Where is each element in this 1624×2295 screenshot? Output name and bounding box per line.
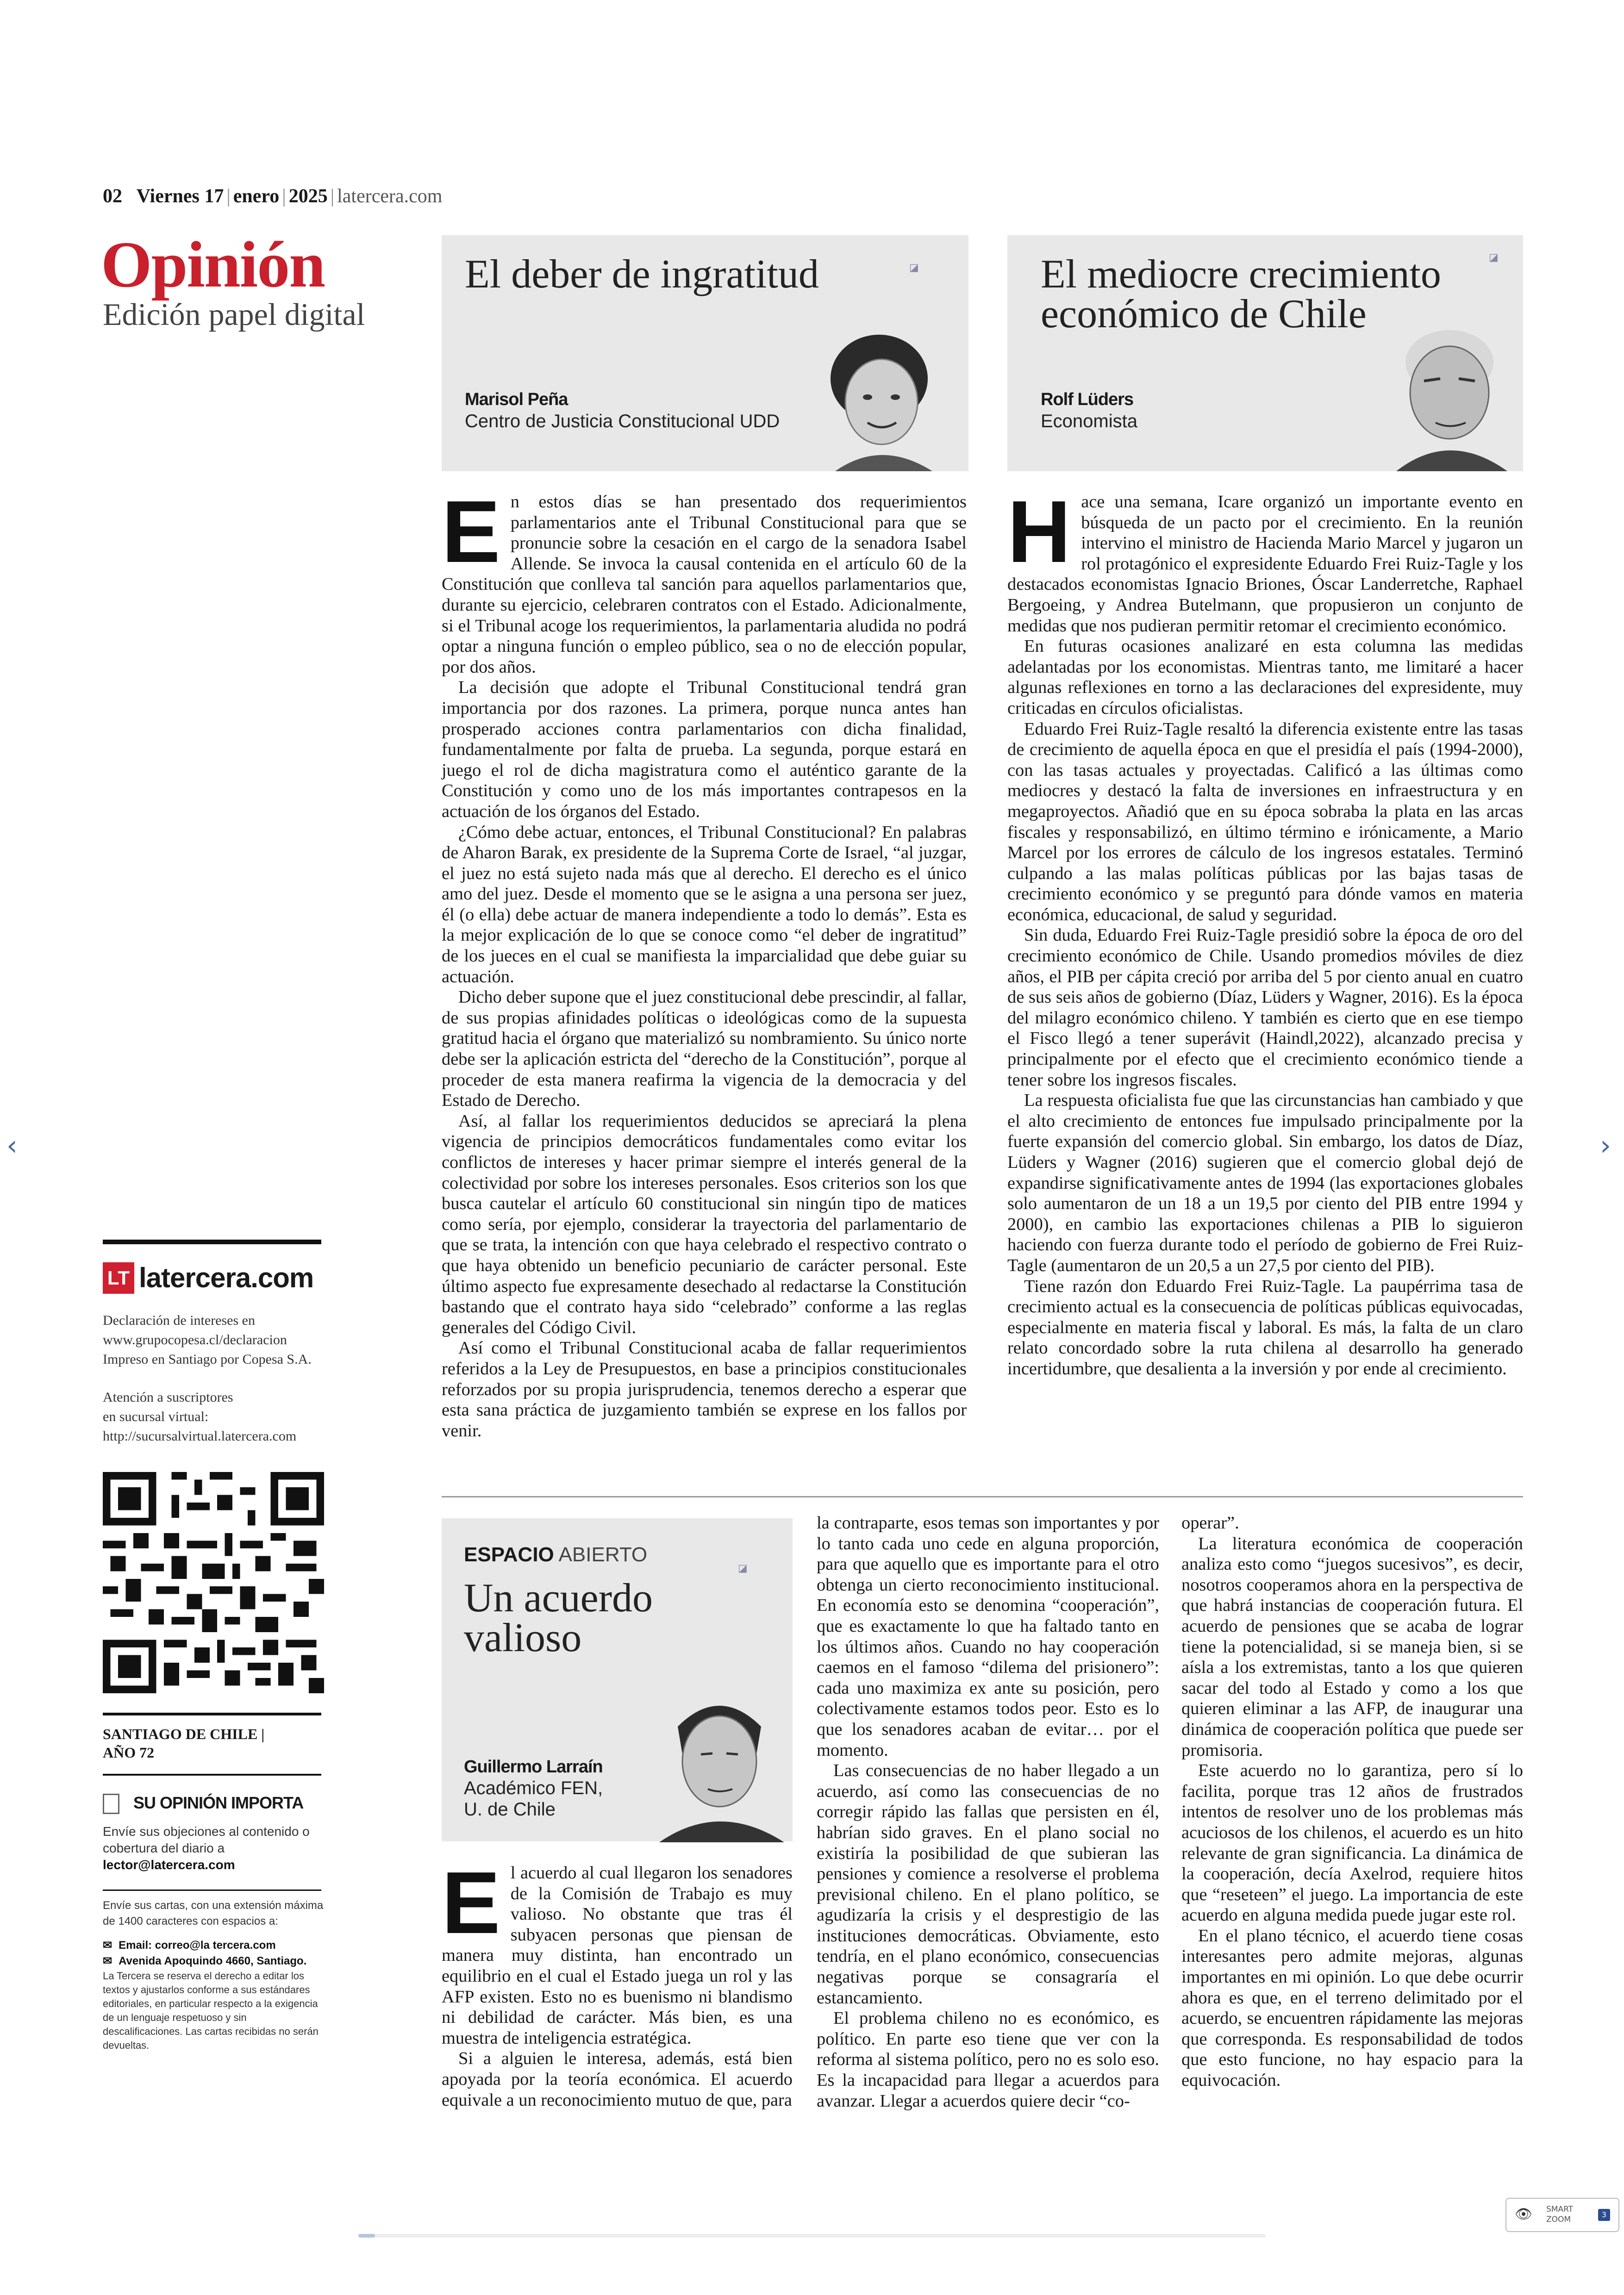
article3-author: Guillermo Larraín	[464, 1757, 603, 1777]
article3-body-col3	[1181, 1513, 1523, 2091]
letters-email[interactable]: Email: correo@la tercera.com	[119, 1939, 276, 1952]
paragraph: Las consecuencias de no haber llegado a un acuerdo, así como las consecuencias de no corregir rápido las fallas que persisten en él, habrían sido graves. En el plano social no existiría la posibilidad de que subieran las pensiones y comience a resolverse el problema previsional chileno. En el plano político, se agudizaría la crisis y el desprestigio de las instituciones democráticas. Obviamente, esto tendría, en el plano económico, consecuencias negativas porque se consagraría el estancamiento.	[817, 1761, 1159, 2008]
drop-cap: H	[1007, 483, 1071, 581]
author-portrait	[1378, 318, 1521, 471]
paragraph: Así como el Tribunal Constitucional acaba de fallar requerimientos referidos a la Ley de Presupuestos, en base a principios constitucionales reforzados por su propia jurisprudencia, tenemos derecho a esperar que esta sana práctica de juzgamiento también se exprese en los fallos por venir.	[442, 1338, 967, 1441]
letters-note: La Tercera se reserva el derecho a editar los textos y ajustarlos conforme a sus estándares editoriales, en particular respecto a la exigencia de un lenguaje respetuoso y sin descalificaciones. Las cartas recibidas no serán devueltas.	[103, 1970, 319, 2051]
paragraph: n estos días se han presentado dos requerimientos parlamentarios ante el Tribunal Constitucional para que se pronuncie sobre la cesación en el cargo de la senadora Isabel Allende. Se invoca la causal contenida en el artículo 60 de la Constitución que conlleva tal sanción para aquellos parlamentarios que, durante su ejercicio, celebraren contratos con el Estado. Adicionalmente, si el Tribunal acoge los requerimientos, la parlamentaria aludida no podrá optar a ninguna función o empleo público, sea o no de elección popular, por dos años.	[442, 492, 967, 677]
sidebar-logo[interactable]	[103, 1262, 313, 1294]
dateline: 02 Viernes 17 | enero | 2025 | latercera.com	[103, 186, 443, 207]
subscribers-line1: Atención a suscriptores	[103, 1390, 233, 1405]
drop-cap: E	[442, 1854, 500, 1952]
article2-title-line2: económico de Chile	[1041, 292, 1367, 337]
year-label: AÑO 72	[103, 1744, 155, 1761]
paragraph: Si a alguien le interesa, además, está bien apoyada por la teoría económica. El acuerdo equivale a un reconocimiento mutuo de que, para	[442, 2049, 793, 2110]
paragraph: ace una semana, Icare organizó un importante evento en búsqueda de un pacto por el crecimiento. En la reunión intervino el ministro de Hacienda Mario Marcel y jugaron un rol protagónico el expresidente Eduardo Frei Ruiz-Tagle y los destacados economistas Ignacio Briones, Óscar Landerretche, Raphael Bergoeing, y Andrea Butelmann, que propusieron un conjunto de medidas que nos pudieran permitir retomar el crecimiento económico.	[1007, 492, 1523, 636]
horizontal-scrollbar[interactable]	[358, 2234, 1266, 2238]
qr-code[interactable]	[103, 1472, 324, 1693]
scrollbar-thumb[interactable]	[358, 2234, 375, 2238]
role-line2: U. de Chile	[464, 1799, 556, 1820]
article1-author-role: Centro de Justicia Constitucional UDD	[465, 411, 780, 431]
next-page-arrow-icon[interactable]: ›	[1600, 1129, 1611, 1162]
article1-header	[442, 235, 968, 471]
paragraph: En el plano técnico, el acuerdo tiene cosas interesantes pero admite mejoras, algunas importantes en mi opinión. Lo que debe ocurrir ahora es que, en el terreno delimitado por el acuerdo, se encuentren rápidamente las mejoras que corresponda. Es responsabilidad de todos que esto funcione, no hay espacio para la equivocación.	[1181, 1926, 1523, 2090]
paragraph: La respuesta oficialista fue que las circunstancias han cambiado y que el alto crecimiento de entonces fue impulsado principalmente por la fuerte expansión del comercio global. Sin embargo, los datos de Díaz, Lüders y Wagner (2016) sugieren que el comercio global dejó de expandirse significativamente antes de 1994 (las exportaciones globales solo aumentaron de un 18 a un 19,5 por ciento del PIB entre 1994 y 2000), en cambio las exportaciones chilenas a PIB lo siguieron haciendo con fuerza durante todo el período de gobierno de Frei Ruiz-Tagle (aumentaron de un 20,5 a un 27,5 por ciento del PIB).	[1007, 1091, 1523, 1275]
smart-zoom-label	[1546, 2204, 1573, 2225]
paragraph: Así, al fallar los requerimientos deducidos se apreciará la plena vigencia de principios democráticos fundamentales como evitar los conflictos de intereses y hacer primar siempre el interés general de la colectividad por sobre los intereses personales. Esos criterios son los que busca cautelar el artículo 60 constitucional sin ningún tipo de matices como sería, por ejemplo, considerar la trayectoria del parlamentario de que se trata, la intención con que haya celebrado el respectivo contrato o que haya obtenido un beneficio pecuniario de carácter personal. Este último aspecto fue expresamente desechado al redactarse la Constitución bastando que el contrato haya sido “celebrado” conforme a las reglas generales del Código Civil.	[442, 1111, 967, 1337]
declaration-link[interactable]: www.grupocopesa.cl/declaracion	[103, 1332, 287, 1347]
subscribers-link[interactable]: http://sucursalvirtual.latercera.com	[103, 1428, 297, 1444]
date-day: Viernes 17	[136, 186, 224, 207]
address-icon: ✉	[103, 1955, 112, 1967]
kicker-light: ABIERTO	[558, 1543, 648, 1566]
kicker-bold: ESPACIO	[464, 1543, 554, 1566]
author-portrait	[650, 1685, 789, 1842]
date-year: 2025	[288, 186, 328, 207]
edition-label: Edición papel digital	[103, 297, 365, 332]
declaration-line1: Declaración de intereses en	[103, 1313, 255, 1328]
sidebar-city	[103, 1725, 264, 1762]
paragraph: Sin duda, Eduardo Frei Ruiz-Tagle presidió sobre la época de oro del crecimiento económico de Chile. Usando promedios móviles de diez años, el PIB per cápita creció por arriba del 5 por ciento anual en cuatro de sus seis años de gobierno (Díaz, Lüders y Wagner, 2016). Es la época del milagro económico chileno. Y también es cierto que en ese tiempo el Fisco llegó a tener superávit (Haindl,2022), alcanzado precisa y principalmente por el efecto que el crecimiento económico tiende a tener sobre los ingresos fiscales.	[1007, 925, 1523, 1090]
paragraph: l acuerdo al cual llegaron los senadores de la Comisión de Trabajo es muy valioso. No obstante que tras él subyacen personas que piensan de manera muy distinta, han encontrado un equilibrio en el cual el Estado juega un rol y las AFP existen. Esto no es buenismo ni blandismo ni debilidad de carácter. Más bien, es una muestra de inteligencia estratégica.	[442, 1863, 793, 2048]
paragraph: operar”.	[1181, 1513, 1239, 1533]
zoom-label-1: SMART	[1546, 2205, 1574, 2214]
document-icon	[103, 1794, 119, 1814]
opinion-email[interactable]: lector@latercera.com	[103, 1858, 235, 1872]
paragraph: El problema chileno no es económico, es político. En parte eso tiene que ver con la reforma al sistema político, pero no es solo eso. Es la incapacidad para llegar a acuerdos para avanzar. Llegar a acuerdos quiere decir “co-	[817, 2008, 1159, 2111]
article2-title-line1: El mediocre crecimiento	[1041, 252, 1441, 297]
sidebar-rule	[103, 1774, 321, 1776]
opinion-importa-box	[103, 1793, 325, 1873]
letters-box	[103, 1898, 325, 2052]
opinion-text: Envíe sus objeciones al contenido o cobertura del diario a	[103, 1824, 310, 1856]
site-link[interactable]: latercera.com	[337, 186, 443, 207]
article3-body-col2	[817, 1513, 1159, 2111]
sidebar-rule	[103, 1240, 321, 1244]
article1-author: Marisol Peña	[465, 390, 568, 409]
paragraph: La decisión que adopte el Tribunal Constitucional tendrá gran importancia por dos razones. La primera, porque nunca antes han prosperado acciones contra parlamentarios con dicha finalidad, fundamentalmente por falta de prueba. La segunda, porque estará en juego el rol de dicha magistratura como el auténtico garante de la Constitución y como uno de los más importantes contrapesos en la actuación de los órganos del Estado.	[442, 678, 967, 821]
article1-body	[442, 483, 967, 1441]
article3-header	[442, 1518, 793, 1841]
sidebar-rule	[103, 1890, 321, 1891]
page-number: 02	[103, 186, 122, 207]
role-line1: Académico FEN,	[464, 1778, 603, 1798]
letters-text: Envíe sus cartas, con una extensión máxima de 1400 caracteres con espacios a:	[103, 1899, 324, 1927]
paragraph: Tiene razón don Eduardo Frei Ruiz-Tagle. La paupérrima tasa de crecimiento actual es la consecuencia de políticas públicas equivocadas, especialmente en materia fiscal y laboral. Es más, la falta de un claro relato concordado sobre la ruta chilena al desarrollo ha generado incertidumbre, que desalienta a la inversión y por ende al crecimiento.	[1007, 1276, 1523, 1378]
link-icon[interactable]: ◪	[1489, 252, 1499, 263]
sidebar-rule	[103, 1713, 321, 1715]
zoom-label-2: ZOOM	[1546, 2215, 1571, 2224]
smart-zoom-button[interactable]	[1505, 2198, 1619, 2232]
article2-header	[1007, 235, 1523, 471]
zoom-badge: 3	[1598, 2209, 1610, 2221]
author-portrait	[807, 323, 956, 471]
city-label: SANTIAGO DE CHILE |	[103, 1726, 265, 1742]
logo-site: latercera.com	[139, 1262, 314, 1293]
sidebar-info	[103, 1311, 344, 1446]
printed-by: Impreso en Santiago por Copesa S.A.	[103, 1352, 312, 1367]
opinion-title: SU OPINIÓN IMPORTA	[133, 1793, 304, 1812]
drop-cap: E	[442, 483, 500, 581]
lt-logo-icon: LT	[103, 1262, 134, 1294]
paragraph: En futuras ocasiones analizaré en esta columna las medidas adelantadas por los economistas. Mientras tanto, me limitaré a hacer algunas reflexiones en torno a las declaraciones del expresidente, muy criticadas en círculos oficialistas.	[1007, 636, 1523, 718]
article3-title-line2: valioso	[464, 1615, 582, 1660]
article1-title: El deber de ingratitud	[465, 252, 819, 297]
paragraph: ¿Cómo debe actuar, entonces, el Tribunal Constitucional? En palabras de Aharon Barak, ex presidente de la Suprema Corte de Israel, “al juzgar, el juez no está sujeto nada más que al derecho. El derecho es el único amo del juez. Desde el momento que se le asigna a una persona ser juez, él (o ella) debe actuar de manera independiente a todo lo demás”. Esta es la mejor explicación de lo que se conoce como “el deber de ingratitud” de los jueces en el cual se manifiesta la imparcialidad que debe guiar su actuación.	[442, 822, 967, 986]
mail-icon: ✉	[103, 1939, 112, 1952]
date-month: enero	[233, 186, 280, 207]
paragraph: Eduardo Frei Ruiz-Tagle resaltó la diferencia existente entre las tasas de crecimiento de aquella época en que el presidía el país (1994-2000), con las tasas actuales y proyectadas. Calificó a las últimas como mediocres y destacó la falta de inversiones en infraestructura y en megaproyectos. Añadió que en su época sobraba la plata en las arcas fiscales y responsabilizó, en último término e irónicamente, a Mario Marcel por los errores de cálculo de los ingresos estatales. Terminó culpando a las malas políticas públicas por las bajas tasas de crecimiento económico y se preguntó para dónde vamos en materia económica, educacional, de salud y seguridad.	[1007, 719, 1523, 924]
paragraph: La literatura económica de cooperación analiza esto como “juegos sucesivos”, es decir, nosotros cooperamos ahora en la perspectiva de que habrá instancias de cooperación futura. El acuerdo de pensiones que se acaba de lograr tiene la potencialidad, si se maneja bien, si se aísla a los extremistas, tanto a los que quieren sacar del todo al Estado y como a los que quieren eliminar a las AFP, de inaugurar una dinámica de cooperación política que puede ser promisoria.	[1181, 1534, 1523, 1760]
link-icon[interactable]: ◪	[909, 262, 919, 274]
article2-author-role: Economista	[1041, 411, 1137, 431]
paragraph: la contraparte, esos temas son importantes y por lo tanto cada uno cede en alguna proporción, para que aquello que es importante para el otro obtenga un cierto reconocimiento institucional. En economía esto se denomina “cooperación”, que es exactamente lo que ha faltado tanto en los últimos años. Cuando no hay cooperación caemos en el famoso “dilema del prisionero”: cada uno maximiza ex ante su posición, pero colectivamente estamos todos peor. Esto es lo que los senadores acaban de evitar… por el momento.	[817, 1513, 1159, 1760]
article2-author: Rolf Lüders	[1041, 390, 1134, 409]
article3-author-role	[464, 1777, 603, 1820]
subscribers-line2: en sucursal virtual:	[103, 1409, 209, 1424]
section-title: Opinión	[101, 228, 325, 301]
article3-body-col1	[442, 1854, 793, 2110]
eye-icon: 👁	[1515, 2206, 1533, 2222]
section-divider	[442, 1496, 1523, 1497]
article3-title	[464, 1578, 653, 1658]
article2-body	[1007, 483, 1523, 1379]
paragraph: Este acuerdo no lo garantiza, pero sí lo facilita, porque tras 12 años de frustrados intentos de resolver uno de los problemas más acuciosos de los chilenos, el acuerdo es un hito relevante de gran significancia. La dinámica de la cooperación, decía Axelrod, requiere hitos que “reseteen” el juego. La importancia de este acuerdo en alguna medida puede jugar este rol.	[1181, 1761, 1523, 1925]
article3-kicker	[464, 1543, 647, 1566]
article3-title-line1: Un acuerdo	[464, 1576, 653, 1621]
previous-page-arrow-icon[interactable]: ‹	[6, 1129, 18, 1162]
paragraph: Dicho deber supone que el juez constitucional debe prescindir, al fallar, de sus propias afinidades políticas o ideológicas como de la supuesta gratitud hacia el órgano que materializó su nombramiento. Su único norte debe ser la aplicación estricta del “derecho de la Constitución”, porque al proceder de esta manera reafirma la vigencia de la democracia y del Estado de Derecho.	[442, 987, 967, 1110]
letters-address: Avenida Apoquindo 4660, Santiago.	[119, 1955, 307, 1967]
link-icon[interactable]: ◪	[738, 1563, 748, 1574]
